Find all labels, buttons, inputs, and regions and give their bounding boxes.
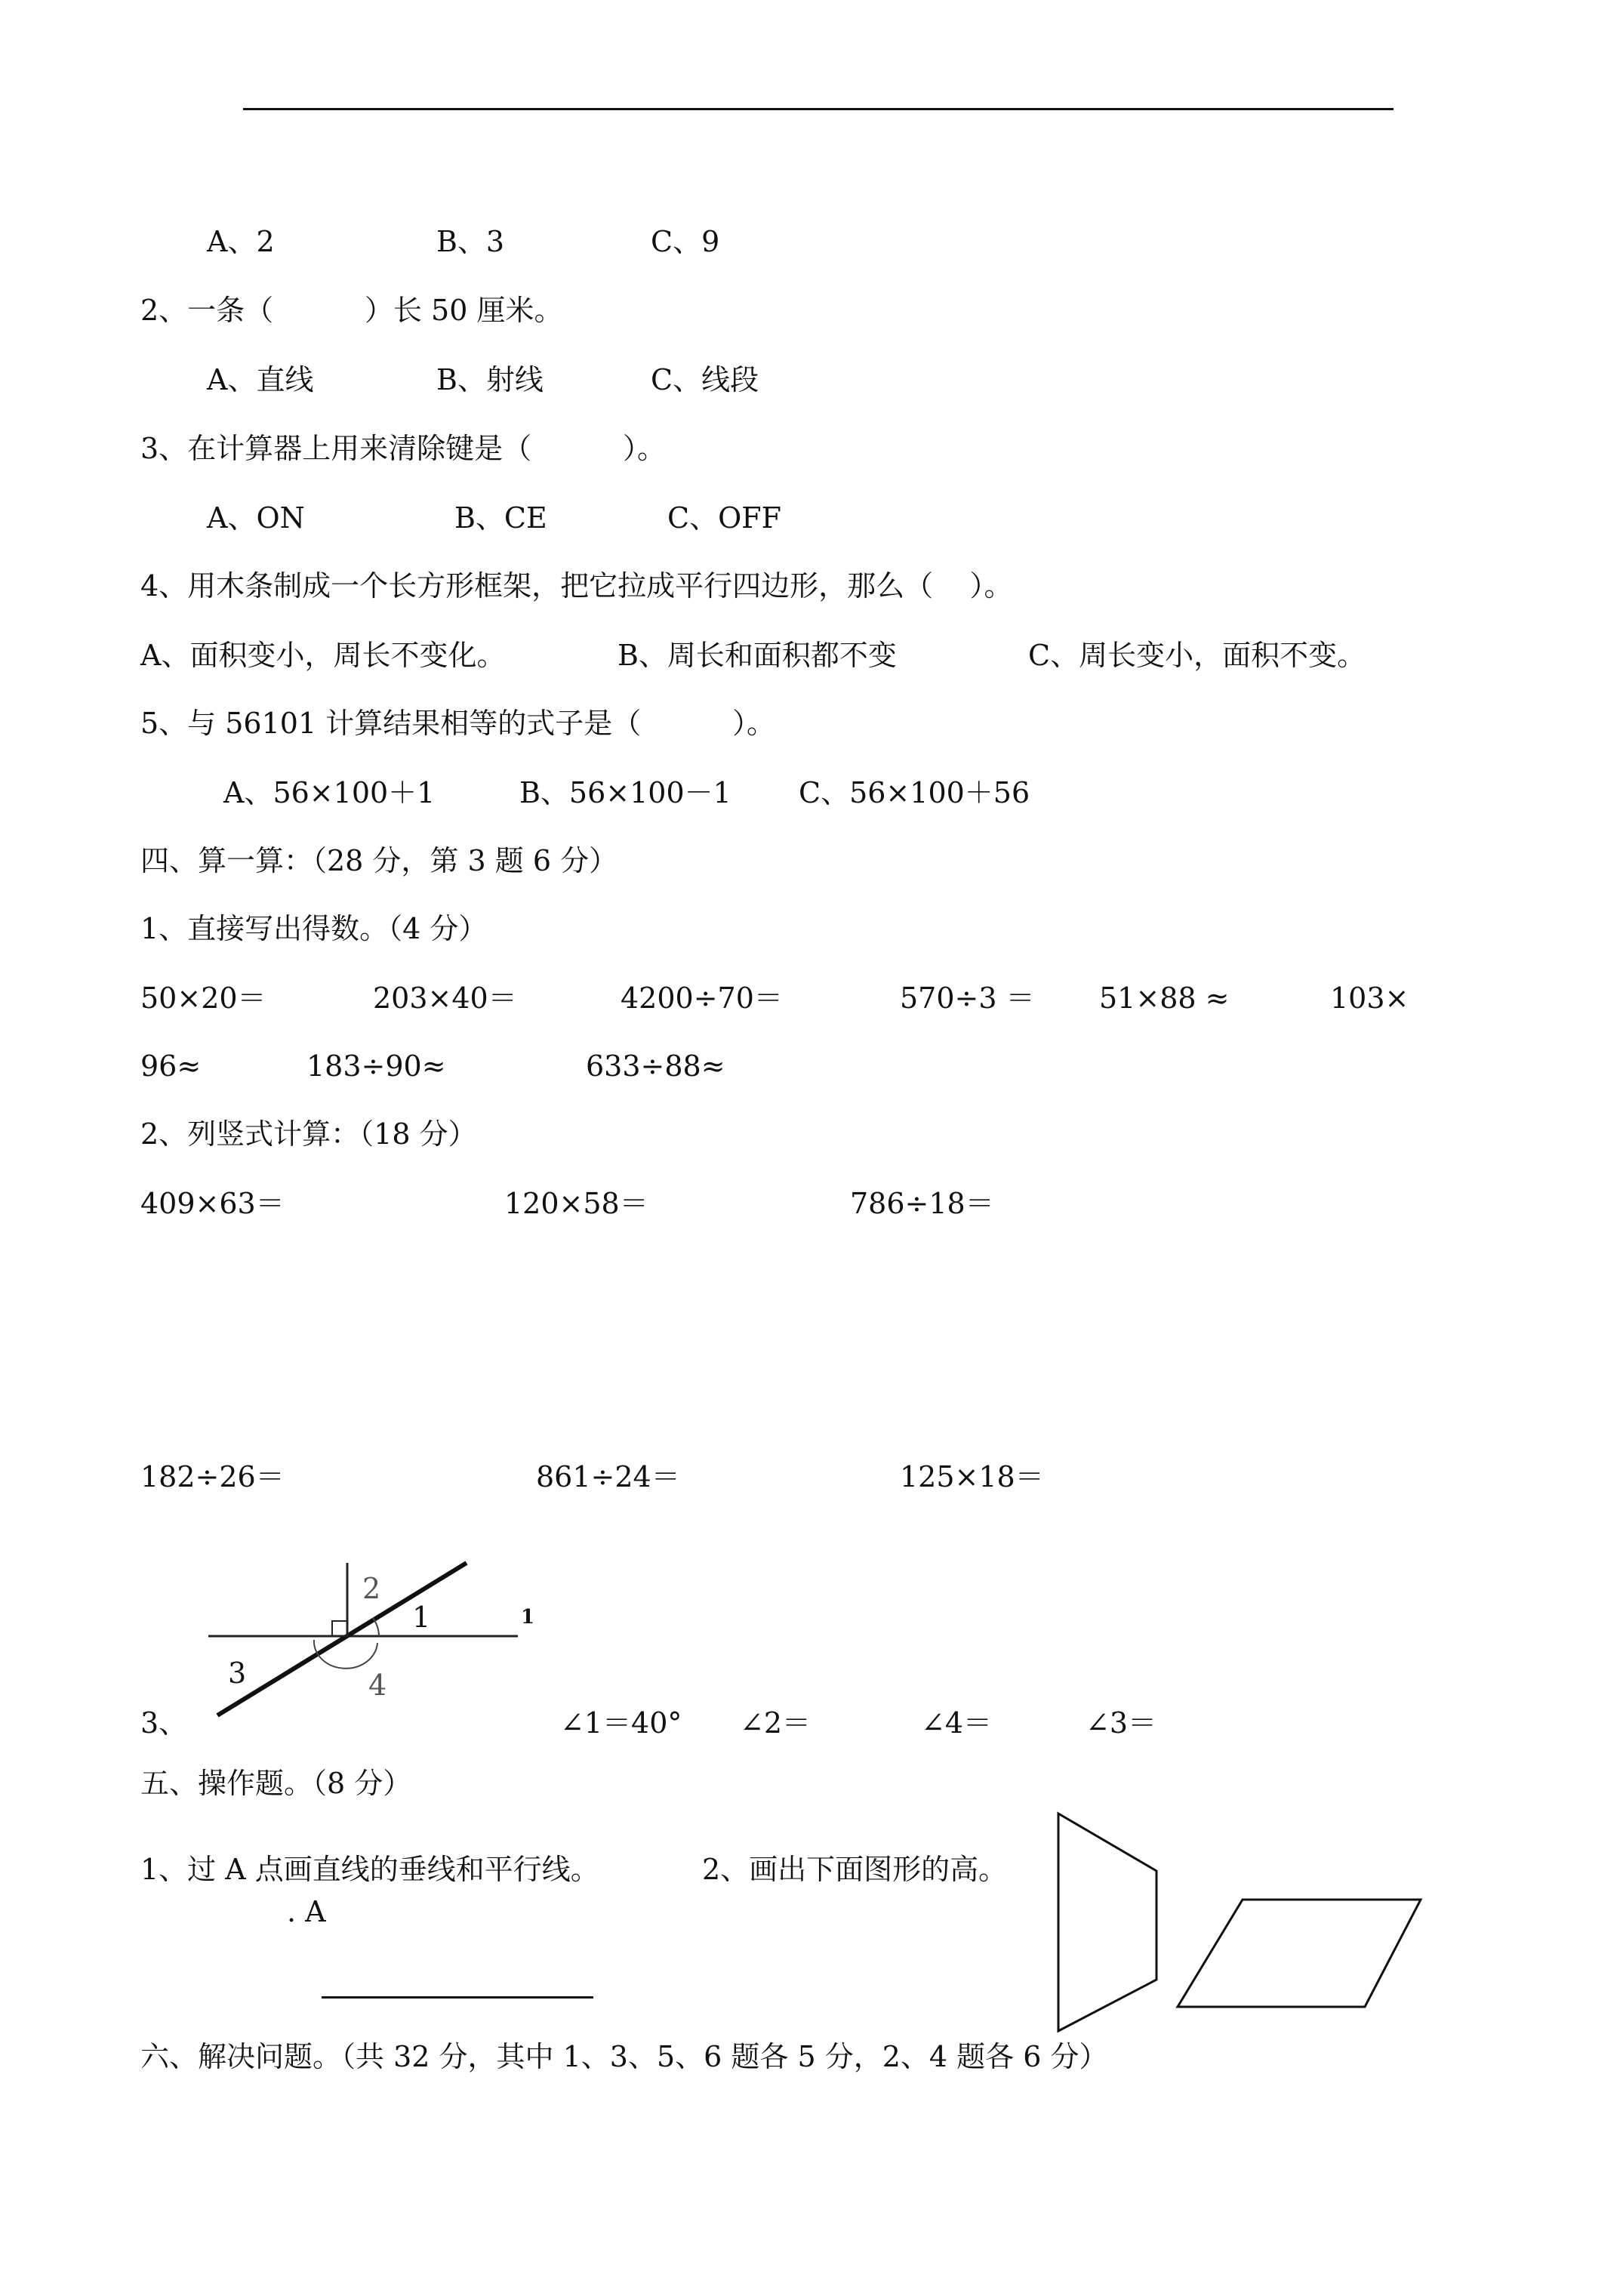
- q1-option-c: C、9: [651, 225, 720, 258]
- trapezoid-shape: [1058, 1814, 1156, 2031]
- vertical-calc-item: 120×58＝: [504, 1187, 648, 1220]
- oral-calc-item: 50×20＝: [140, 982, 266, 1015]
- parallelogram-shape: [1178, 1900, 1421, 2007]
- q2-option-b: B、射线: [436, 363, 544, 396]
- vertical-calc-item: 409×63＝: [140, 1187, 285, 1220]
- q1-option-a: A、2: [207, 225, 275, 258]
- section4-heading: 四、算一算：（28 分，第 3 题 6 分）: [140, 844, 618, 877]
- vertical-calc-item: 786÷18＝: [850, 1187, 994, 1220]
- angle-label-1: 1: [412, 1601, 431, 1634]
- q1-option-b: B、3: [436, 225, 505, 258]
- q5-option-b: B、56×100－1: [519, 776, 731, 809]
- section4-part3-label: 3、: [140, 1706, 188, 1740]
- angle-answer: ∠1＝40°: [560, 1706, 682, 1740]
- oral-calc-item: 203×40＝: [373, 982, 517, 1015]
- q5-stem: 5、与 56101 计算结果相等的式子是（ ）。: [140, 707, 776, 740]
- section5-heading: 五、操作题。（8 分）: [140, 1767, 412, 1800]
- angle-answer: ∠4＝: [921, 1706, 993, 1740]
- q2-option-c: C、线段: [651, 363, 759, 396]
- q4-option-a: A、面积变小，周长不变化。: [140, 639, 506, 672]
- q3-stem: 3、在计算器上用来清除键是（ ）。: [140, 432, 666, 465]
- angle-label-2: 2: [362, 1572, 381, 1605]
- oral-calc-item: 96≈: [140, 1049, 202, 1083]
- q3-option-b: B、CE: [454, 501, 547, 535]
- q5-option-c: C、56×100＋56: [799, 776, 1030, 809]
- section6-heading: 六、解决问题。（共 32 分，其中 1、3、5、6 题各 5 分，2、4 题各 6 分）: [140, 2040, 1108, 2073]
- q2-stem: 2、一条（ ）长 50 厘米。: [140, 294, 563, 327]
- line-end-label: 1: [521, 1606, 535, 1629]
- q5-option-a: A、56×100＋1: [223, 776, 436, 809]
- section5-task1: 1、过 A 点画直线的垂线和平行线。: [140, 1853, 599, 1886]
- vertical-calc-item: 861÷24＝: [536, 1460, 680, 1493]
- section5-task2: 2、画出下面图形的高。: [702, 1853, 1008, 1886]
- section4-part2-title: 2、列竖式计算：（18 分）: [140, 1117, 477, 1151]
- oral-calc-item: 4200÷70＝: [621, 982, 783, 1015]
- q4-option-b: B、周长和面积都不变: [617, 639, 897, 672]
- oral-calc-item: 51×88 ≈: [1099, 982, 1230, 1015]
- vertical-calc-item: 125×18＝: [900, 1460, 1044, 1493]
- angle-answer: ∠2＝: [740, 1706, 812, 1740]
- q2-option-a: A、直线: [207, 363, 314, 396]
- angle-label-4: 4: [368, 1669, 387, 1702]
- point-a-label: . A: [287, 1895, 326, 1928]
- q3-option-c: C、OFF: [667, 501, 781, 535]
- oral-calc-item: 570÷3 ＝: [900, 982, 1035, 1015]
- angle-answer: ∠3＝: [1086, 1706, 1157, 1740]
- section4-part1-title: 1、直接写出得数。（4 分）: [140, 912, 488, 945]
- q4-stem: 4、用木条制成一个长方形框架，把它拉成平行四边形，那么（ ）。: [140, 569, 1013, 603]
- vertical-calc-item: 182÷26＝: [140, 1460, 285, 1493]
- q4-option-c: C、周长变小，面积不变。: [1028, 639, 1366, 672]
- angle-label-3: 3: [228, 1657, 247, 1690]
- oral-calc-item: 103×: [1330, 982, 1409, 1015]
- q3-option-a: A、ON: [207, 501, 305, 535]
- oral-calc-item: 633÷88≈: [586, 1049, 725, 1083]
- oral-calc-item: 183÷90≈: [306, 1049, 446, 1083]
